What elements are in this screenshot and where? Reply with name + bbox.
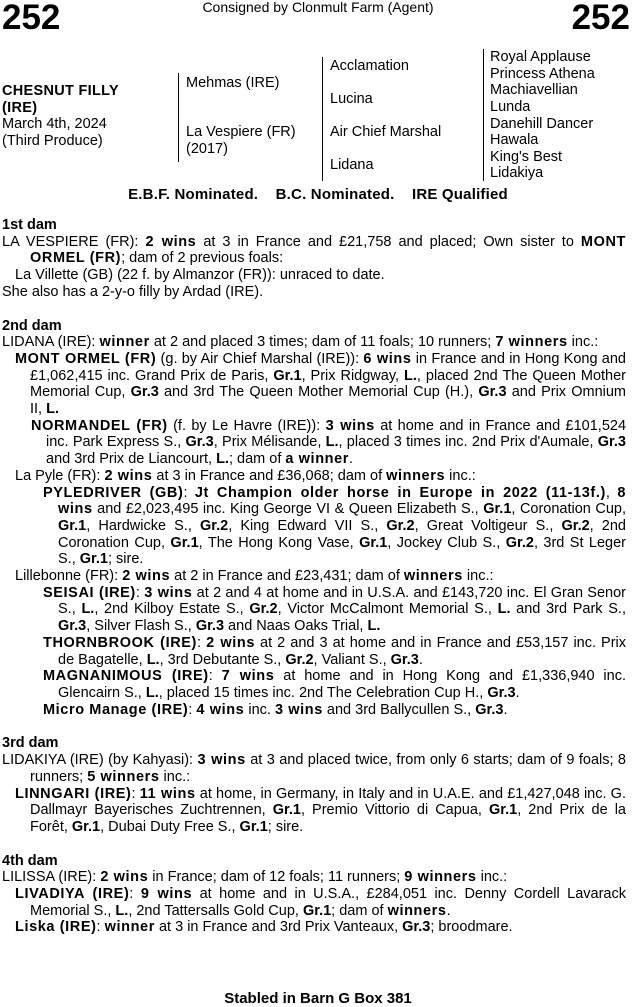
- horse-name: [2, 83, 119, 116]
- second-dam-entry: LIDANA (IRE): winner at 2 and placed 3 times; dam of 11 foals; 10 runners; 7 winners inc.:: [2, 334, 599, 351]
- third-dam-heading: 3rd dam: [2, 735, 59, 752]
- pedigree-bracket-2b: [322, 125, 323, 181]
- fourth-dam-foal-liska: Liska (IRE): winner at 3 in France and 3rd Prix Vanteaux, Gr.3; broodmare.: [15, 919, 513, 936]
- lot-number-left: 252: [2, 0, 61, 37]
- grandson-pyledriver: PYLEDRIVER (GB): Jt Champion older horse in Europe in 2022 (11-13f.), 8 wins and £2,023,495 inc. King George VI & Queen Elizabeth S., Gr.1, Coronation Cup, Gr.1, Hardwicke S., Gr.2, King Edward VII S., Gr.2, Great Voltigeur S., Gr.2, 2nd Coronation Cup, Gr.1, The Hong Kong Vase, Gr.1, Jockey Club S., Gr.2, 3rd St Leger S., Gr.1; sire.: [43, 484, 627, 568]
- ped-sdd: Lunda: [490, 99, 531, 115]
- third-dam-foal-linngari: LINNGARI (IRE): 11 wins at home, in Germany, in Italy and in U.A.E. and £1,427,048 inc. G. Dallmayr Bayerisches Zuchtrennen, Gr.1, Premio Vittorio di Capua, Gr.1, 2nd Prix de la Forêt, Gr.1, Dubai Duty Free S., Gr.1; sire.: [15, 785, 626, 835]
- sire-sire: Acclamation: [330, 58, 409, 74]
- horse-details: [2, 116, 107, 149]
- first-dam-note: She also has a 2-y-o filly by Ardad (IRE).: [2, 283, 264, 300]
- consignor: Consigned by Clonmult Farm (Agent): [202, 0, 434, 15]
- pedigree-bracket-2a: [322, 57, 323, 125]
- second-dam-foal-la-pyle: La Pyle (FR): 2 wins at 3 in France and £36,068; dam of winners inc.:: [15, 467, 476, 484]
- horse-name-line2: (IRE): [2, 99, 38, 116]
- second-dam-foal-lillebonne: Lillebonne (FR): 2 wins at 2 in France and £23,431; dam of winners inc.:: [15, 568, 494, 585]
- ped-dsd: Hawala: [490, 132, 539, 148]
- fourth-dam-entry: LILISSA (IRE): 2 wins in France; dam of 12 foals; 11 runners; 9 winners inc.:: [2, 869, 508, 886]
- sire-dam: Lucina: [330, 91, 373, 107]
- produce-number: (Third Produce): [2, 132, 103, 149]
- ped-dds: King's Best: [490, 149, 563, 165]
- dam-year: (2017): [186, 141, 228, 157]
- catalogue-body: [2, 217, 626, 936]
- second-dam-foal-mont-ormel: MONT ORMEL (FR) (g. by Air Chief Marshal (IRE)): 6 wins in France and in Hong Kong and £1,062,415 inc. Grand Prix de Paris, Gr.1, Prix Ridgway, L., placed 2nd The Queen Mother Memorial Cup, Gr.3 and 3rd The Queen Mother Memorial Cup (H.), Gr.3 and Prix Omnium II, L.: [15, 350, 627, 418]
- grandson-micro-manage: Micro Manage (IRE): 4 wins inc. 3 wins and 3rd Ballycullen S., Gr.3.: [43, 701, 508, 718]
- second-dam-heading: 2nd dam: [2, 317, 62, 334]
- ped-sds: Machiavellian: [490, 82, 578, 98]
- sire: Mehmas (IRE): [186, 75, 280, 91]
- dam-dam: Lidana: [330, 157, 374, 173]
- dam-sire: Air Chief Marshal: [330, 124, 442, 140]
- first-dam-foal: La Villette (GB) (22 f. by Almanzor (FR)): unraced to date.: [15, 267, 385, 284]
- stabling-info: Stabled in Barn G Box 381: [224, 990, 412, 1007]
- dam-name: La Vespiere (FR): [186, 124, 296, 140]
- ped-sss: Royal Applause: [490, 49, 591, 65]
- fourth-dam-heading: 4th dam: [2, 852, 58, 869]
- ped-dss: Danehill Dancer: [490, 116, 594, 132]
- first-dam-entry: LA VESPIERE (FR): 2 wins at 3 in France and £21,758 and placed; Own sister to MONT ORMEL (FR); dam of 2 previous foals:: [2, 233, 626, 267]
- grandson-thornbrook: THORNBROOK (IRE): 2 wins at 2 and 3 at home and in France and £53,157 inc. Prix de Bagatelle, L., 3rd Debutante S., Gr.2, Valiant S., Gr.3.: [43, 634, 627, 668]
- pedigree-bracket-1: [178, 73, 179, 162]
- grandson-seisai: SEISAI (IRE): 3 wins at 2 and 4 at home and in U.S.A. and £143,720 inc. El Gran Senor S., L., 2nd Kilboy Estate S., Gr.2, Victor McCalmont Memorial S., L. and 3rd Park S., Gr.3, Silver Flash S., Gr.3 and Naas Oaks Trial, L.: [43, 584, 627, 635]
- second-dam-foal-normandel: NORMANDEL (FR) (f. by Le Havre (IRE)): 3 wins at home and in France and £101,524 inc. Park Express S., Gr.3, Prix Mélisande, L., placed 3 times inc. 2nd Prix d'Aumale, Gr.3 and 3rd Prix de Liancourt, L.; dam of a winner.: [31, 417, 627, 468]
- nominations: E.B.F. Nominated. B.C. Nominated. IRE Qualified: [128, 186, 508, 203]
- first-dam-heading: 1st dam: [2, 217, 57, 233]
- lot-number-right: 252: [571, 0, 630, 37]
- ped-ssd: Princess Athena: [490, 66, 595, 82]
- ped-ddd: Lidakiya: [490, 165, 544, 181]
- foaling-date: March 4th, 2024: [2, 116, 107, 132]
- horse-name-line1: CHESNUT FILLY: [2, 83, 119, 99]
- fourth-dam-foal-livadiya: LIVADIYA (IRE): 9 wins at home and in U.S.A., £284,051 inc. Denny Cordell Lavarack Memorial S., L., 2nd Tattersalls Gold Cup, Gr.1; dam of winners.: [15, 886, 626, 919]
- pedigree-bracket-3: [483, 49, 484, 181]
- third-dam-entry: LIDAKIYA (IRE) (by Kahyasi): 3 wins at 3 and placed twice, from only 6 starts; dam of 9 foals; 8 runners; 5 winners inc.:: [2, 752, 626, 785]
- grandson-magnanimous: MAGNANIMOUS (IRE): 7 wins at home and in Hong Kong and £1,336,940 inc. Glencairn S., L., placed 15 times inc. 2nd The Celebration Cup H., Gr.3.: [43, 668, 626, 701]
